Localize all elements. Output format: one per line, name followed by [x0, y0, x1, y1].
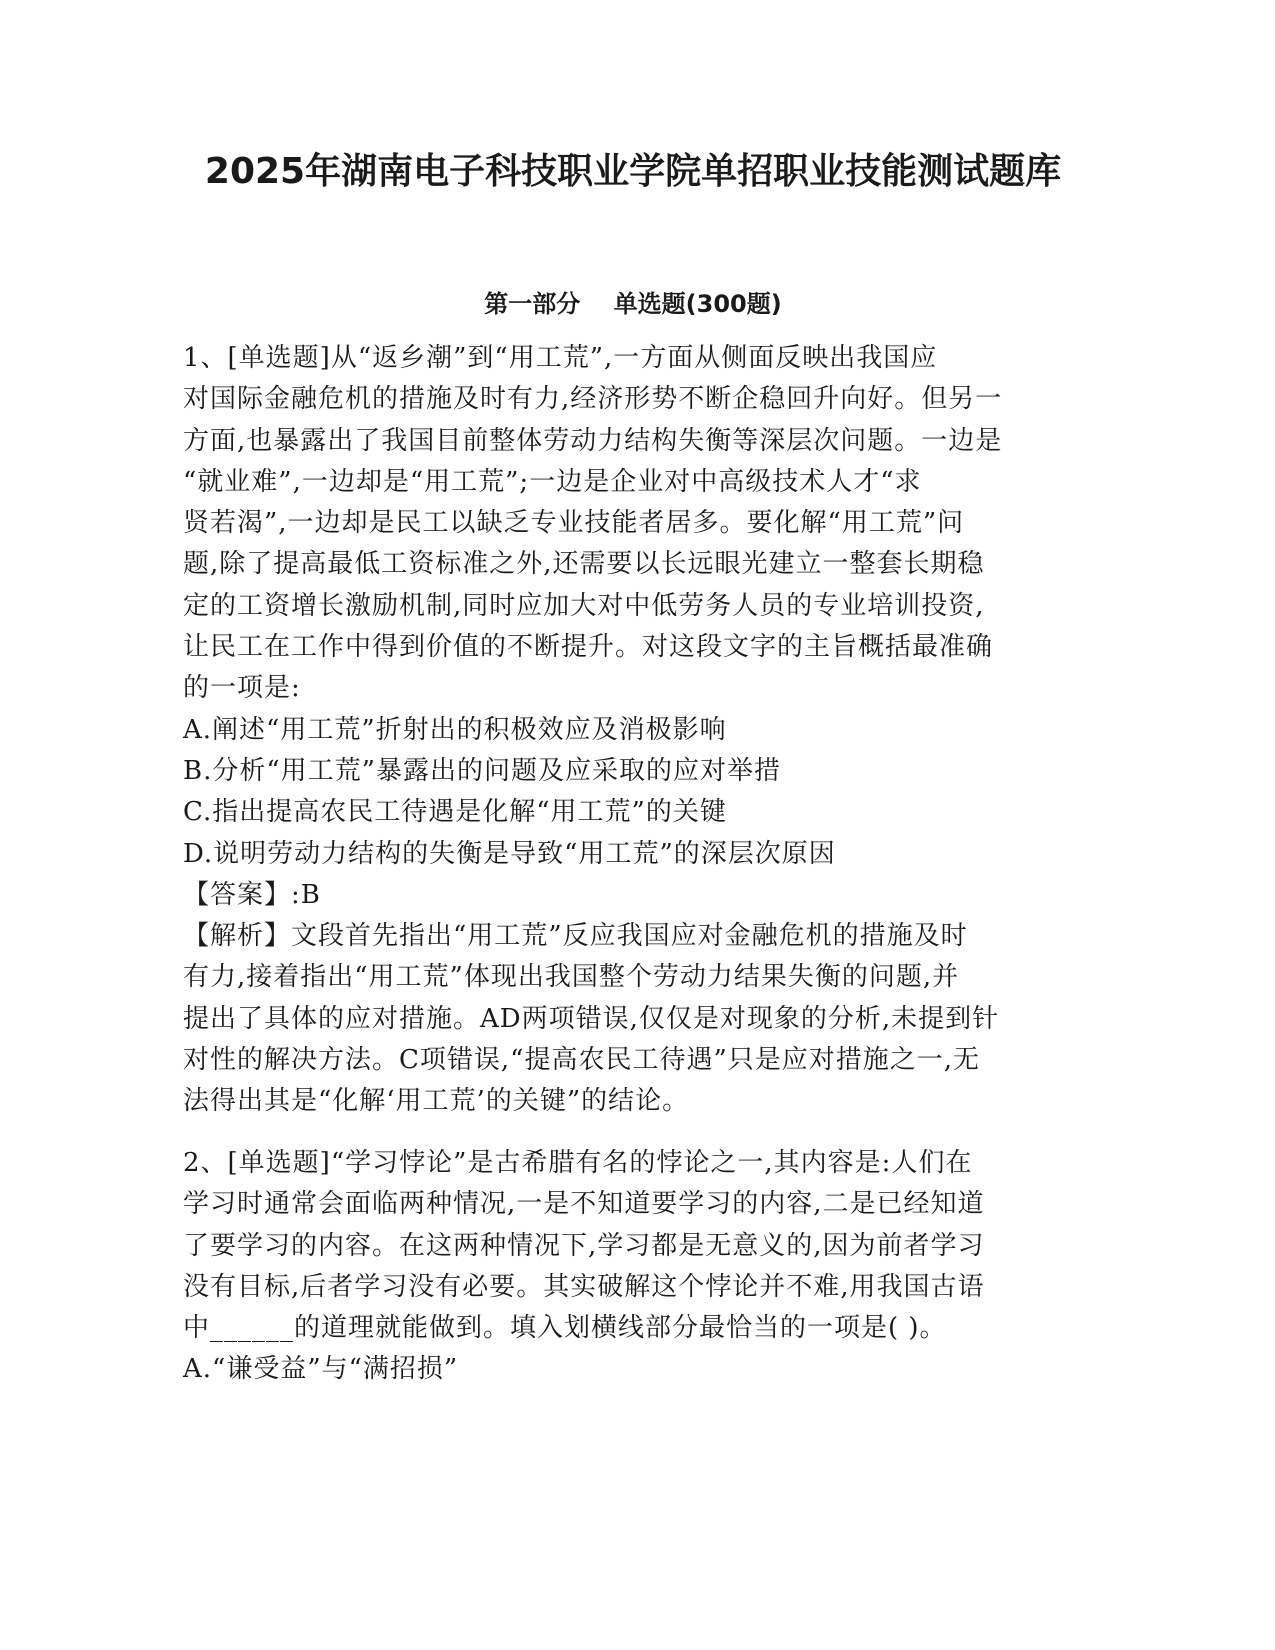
- section-title: 第一部分 单选题(300题): [484, 290, 782, 318]
- question-2-stem-line: 学习时通常会面临两种情况,一是不知道要学习的内容,二是已经知道: [183, 1189, 985, 1220]
- question-1-stem-line: 题,除了提高最低工资标准之外,还需要以长远眼光建立一整套长期稳: [183, 549, 985, 580]
- question-1-stem-line: “就业难”,一边却是“用工荒”;一边是企业对中高级技术人才“求: [183, 466, 922, 497]
- question-1-option-b: B.分析“用工荒”暴露出的问题及应采取的应对举措: [183, 755, 781, 786]
- question-1-stem-line: 让民工在工作中得到价值的不断提升。对这段文字的主旨概括最准确: [183, 632, 994, 663]
- question-1-option-c: C.指出提高农民工待遇是化解“用工荒”的关键: [183, 797, 727, 828]
- question-1-analysis-line: 提出了具体的应对措施。AD两项错误,仅仅是对现象的分析,未提到针: [183, 1003, 1000, 1034]
- question-1-answer: 【答案】:B: [183, 879, 321, 910]
- question-1-stem-line: 贤若渴”,一边却是民工以缺乏专业技能者居多。要化解“用工荒”问: [183, 508, 965, 539]
- question-1-stem-line: 对国际金融危机的措施及时有力,经济形势不断企稳回升向好。但另一: [183, 384, 1003, 415]
- question-1-stem-line: 1、[单选题]从“返乡潮”到“用工荒”,一方面从侧面反映出我国应: [183, 343, 938, 373]
- question-1-stem-line: 定的工资增长激励机制,同时应加大对中低劳务人员的专业培训投资,: [183, 590, 985, 621]
- question-1-analysis-line: 有力,接着指出“用工荒”体现出我国整个劳动力结果失衡的问题,并: [183, 962, 960, 993]
- question-1-analysis-line: 法得出其是“化解‘用工荒’的关键”的结论。: [183, 1086, 690, 1117]
- question-2-stem-line: 没有目标,后者学习没有必要。其实破解这个悖论并不难,用我国古语: [183, 1271, 985, 1302]
- question-1-option-a: A.阐述“用工荒”折射出的积极效应及消极影响: [183, 714, 727, 745]
- question-2-stem-line: 中______的道理就能做到。填入划横线部分最恰当的一项是( )。: [183, 1313, 947, 1344]
- question-1-stem-line: 的一项是:: [183, 673, 301, 704]
- question-1-stem-line: 方面,也暴露出了我国目前整体劳动力结构失衡等深层次问题。一边是: [183, 425, 1003, 456]
- question-1-analysis-line: 【解析】文段首先指出“用工荒”反应我国应对金融危机的措施及时: [183, 921, 968, 952]
- question-2-stem-line: 了要学习的内容。在这两种情况下,学习都是无意义的,因为前者学习: [183, 1230, 985, 1261]
- question-1-analysis-line: 对性的解决方法。C项错误,“提高农民工待遇”只是应对措施之一,无: [183, 1045, 981, 1076]
- question-1: [183, 338, 1083, 1123]
- question-1-option-d: D.说明劳动力结构的失衡是导致“用工荒”的深层次原因: [183, 838, 836, 869]
- question-2-stem-line: 2、[单选题]“学习悖论”是古希腊有名的悖论之一,其内容是:人们在: [183, 1148, 973, 1178]
- question-2: [183, 1143, 1083, 1391]
- document-title: 2025年湖南电子科技职业学院单招职业技能测试题库: [204, 151, 1062, 192]
- question-2-option-a: A.“谦受益”与“满招损”: [183, 1354, 459, 1385]
